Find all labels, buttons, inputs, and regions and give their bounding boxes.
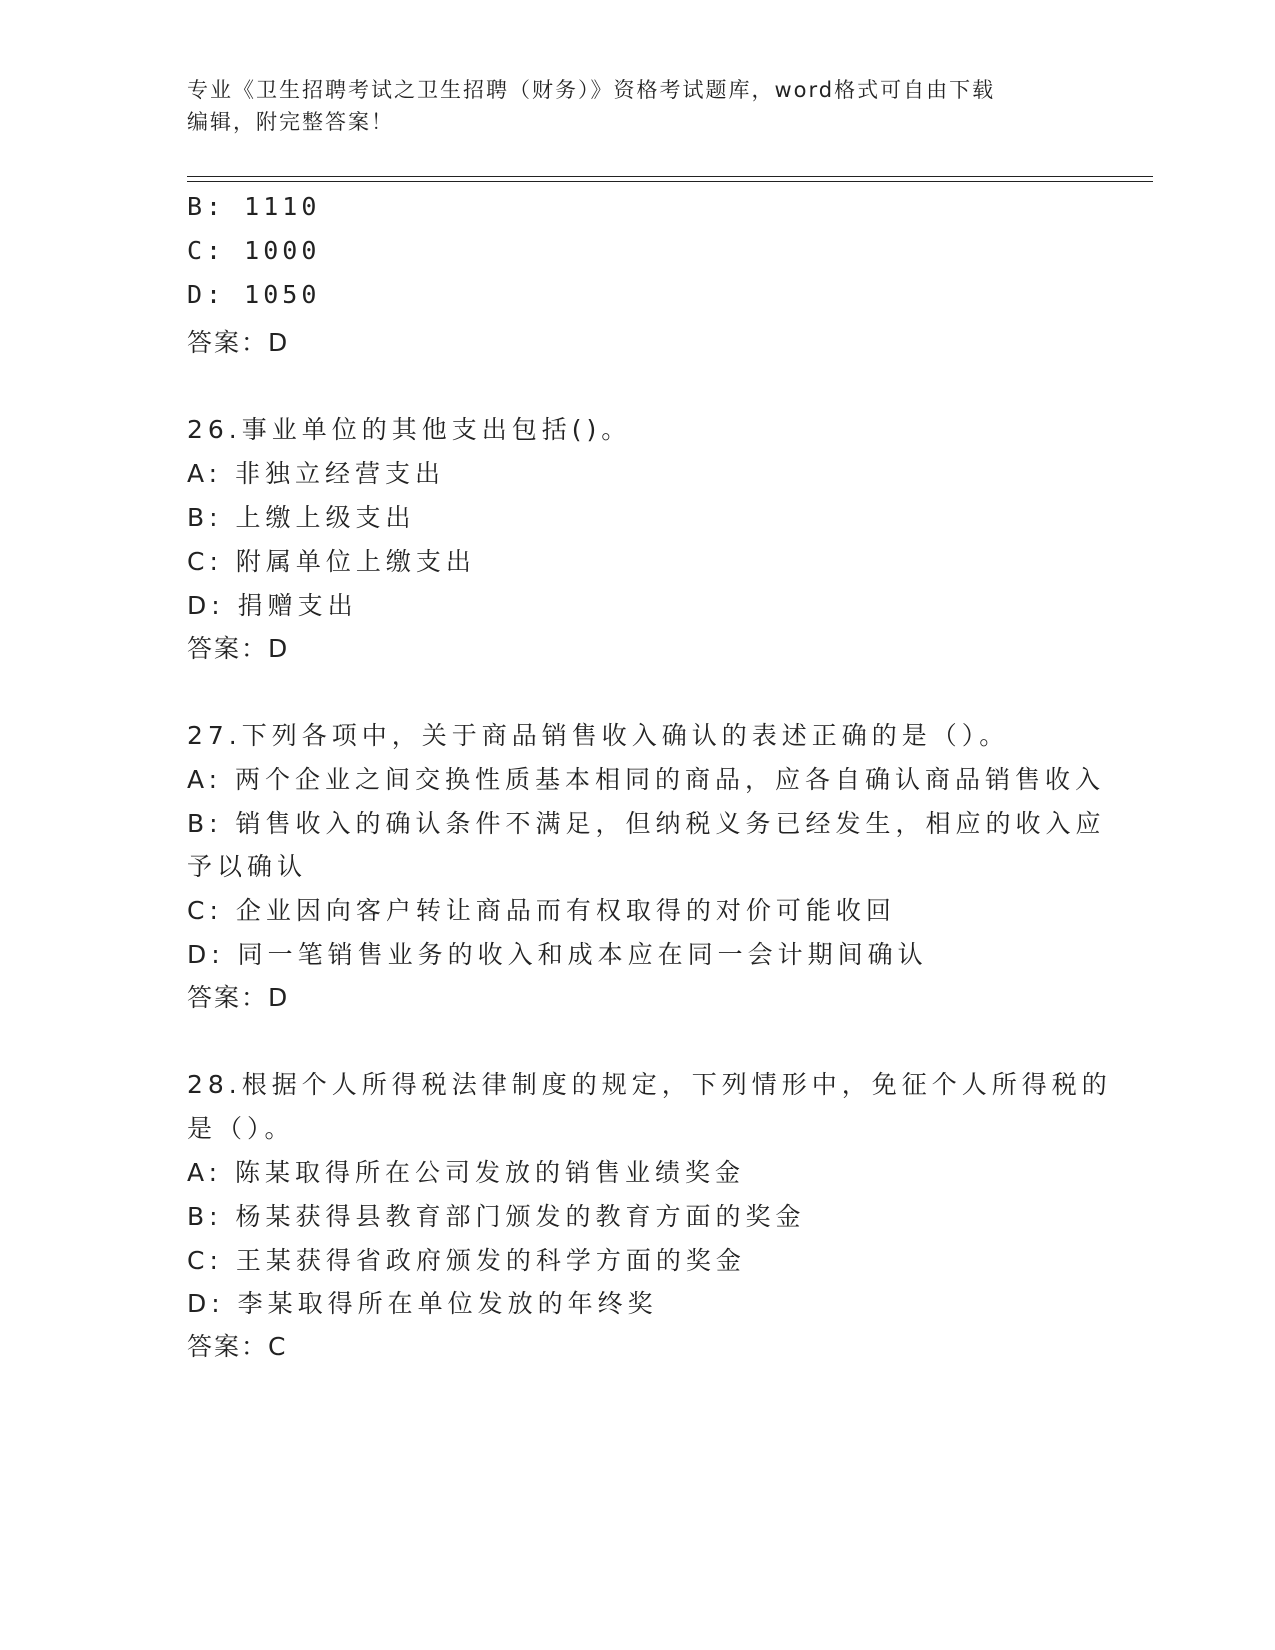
q27-option-a: A: 两个企业之间交换性质基本相同的商品，应各自确认商品销售收入	[187, 765, 1106, 794]
q26-answer: 答案：D	[187, 634, 290, 663]
q28-option-c: C: 王某获得省政府颁发的科学方面的奖金	[187, 1246, 746, 1275]
q28-option-a: A: 陈某取得所在公司发放的销售业绩奖金	[187, 1158, 746, 1187]
header-divider-top	[187, 176, 1153, 177]
q25-option-c: C: 1000	[187, 236, 321, 265]
q26-stem: 26.事业单位的其他支出包括()。	[187, 415, 632, 444]
q27-option-c: C: 企业因向客户转让商品而有权取得的对价可能收回	[187, 896, 896, 925]
q26-option-a: A: 非独立经营支出	[187, 459, 446, 488]
header-line-1: 专业《卫生招聘考试之卫生招聘（财务）》资格考试题库，word格式可自由下载	[187, 78, 996, 102]
q26-option-d: D: 捐赠支出	[187, 591, 358, 620]
q26-option-c: C: 附属单位上缴支出	[187, 547, 476, 576]
q27-option-d: D: 同一笔销售业务的收入和成本应在同一会计期间确认	[187, 940, 928, 969]
document-header	[187, 74, 1067, 138]
q25-option-b: B: 1110	[187, 192, 321, 221]
q27-answer: 答案：D	[187, 983, 290, 1012]
q28-answer: 答案：C	[187, 1332, 288, 1361]
q28-stem: 28.根据个人所得税法律制度的规定，下列情形中，免征个人所得税的	[187, 1070, 1112, 1099]
q27-stem: 27.下列各项中，关于商品销售收入确认的表述正确的是（）。	[187, 721, 1010, 750]
q27-option-b: B: 销售收入的确认条件不满足，但纳税义务已经发生，相应的收入应	[187, 809, 1106, 838]
header-divider-bottom	[187, 181, 1153, 182]
q25-answer: 答案：D	[187, 328, 290, 357]
q25-option-d: D: 1050	[187, 280, 321, 309]
header-line-2: 编辑，附完整答案！	[187, 110, 394, 134]
q28-option-d: D: 李某取得所在单位发放的年终奖	[187, 1289, 658, 1318]
q28-option-b: B: 杨某获得县教育部门颁发的教育方面的奖金	[187, 1202, 806, 1231]
q26-option-b: B: 上缴上级支出	[187, 503, 416, 532]
q27-option-b-continued: 予以确认	[187, 852, 308, 881]
q28-stem-continued: 是（）。	[187, 1114, 295, 1143]
